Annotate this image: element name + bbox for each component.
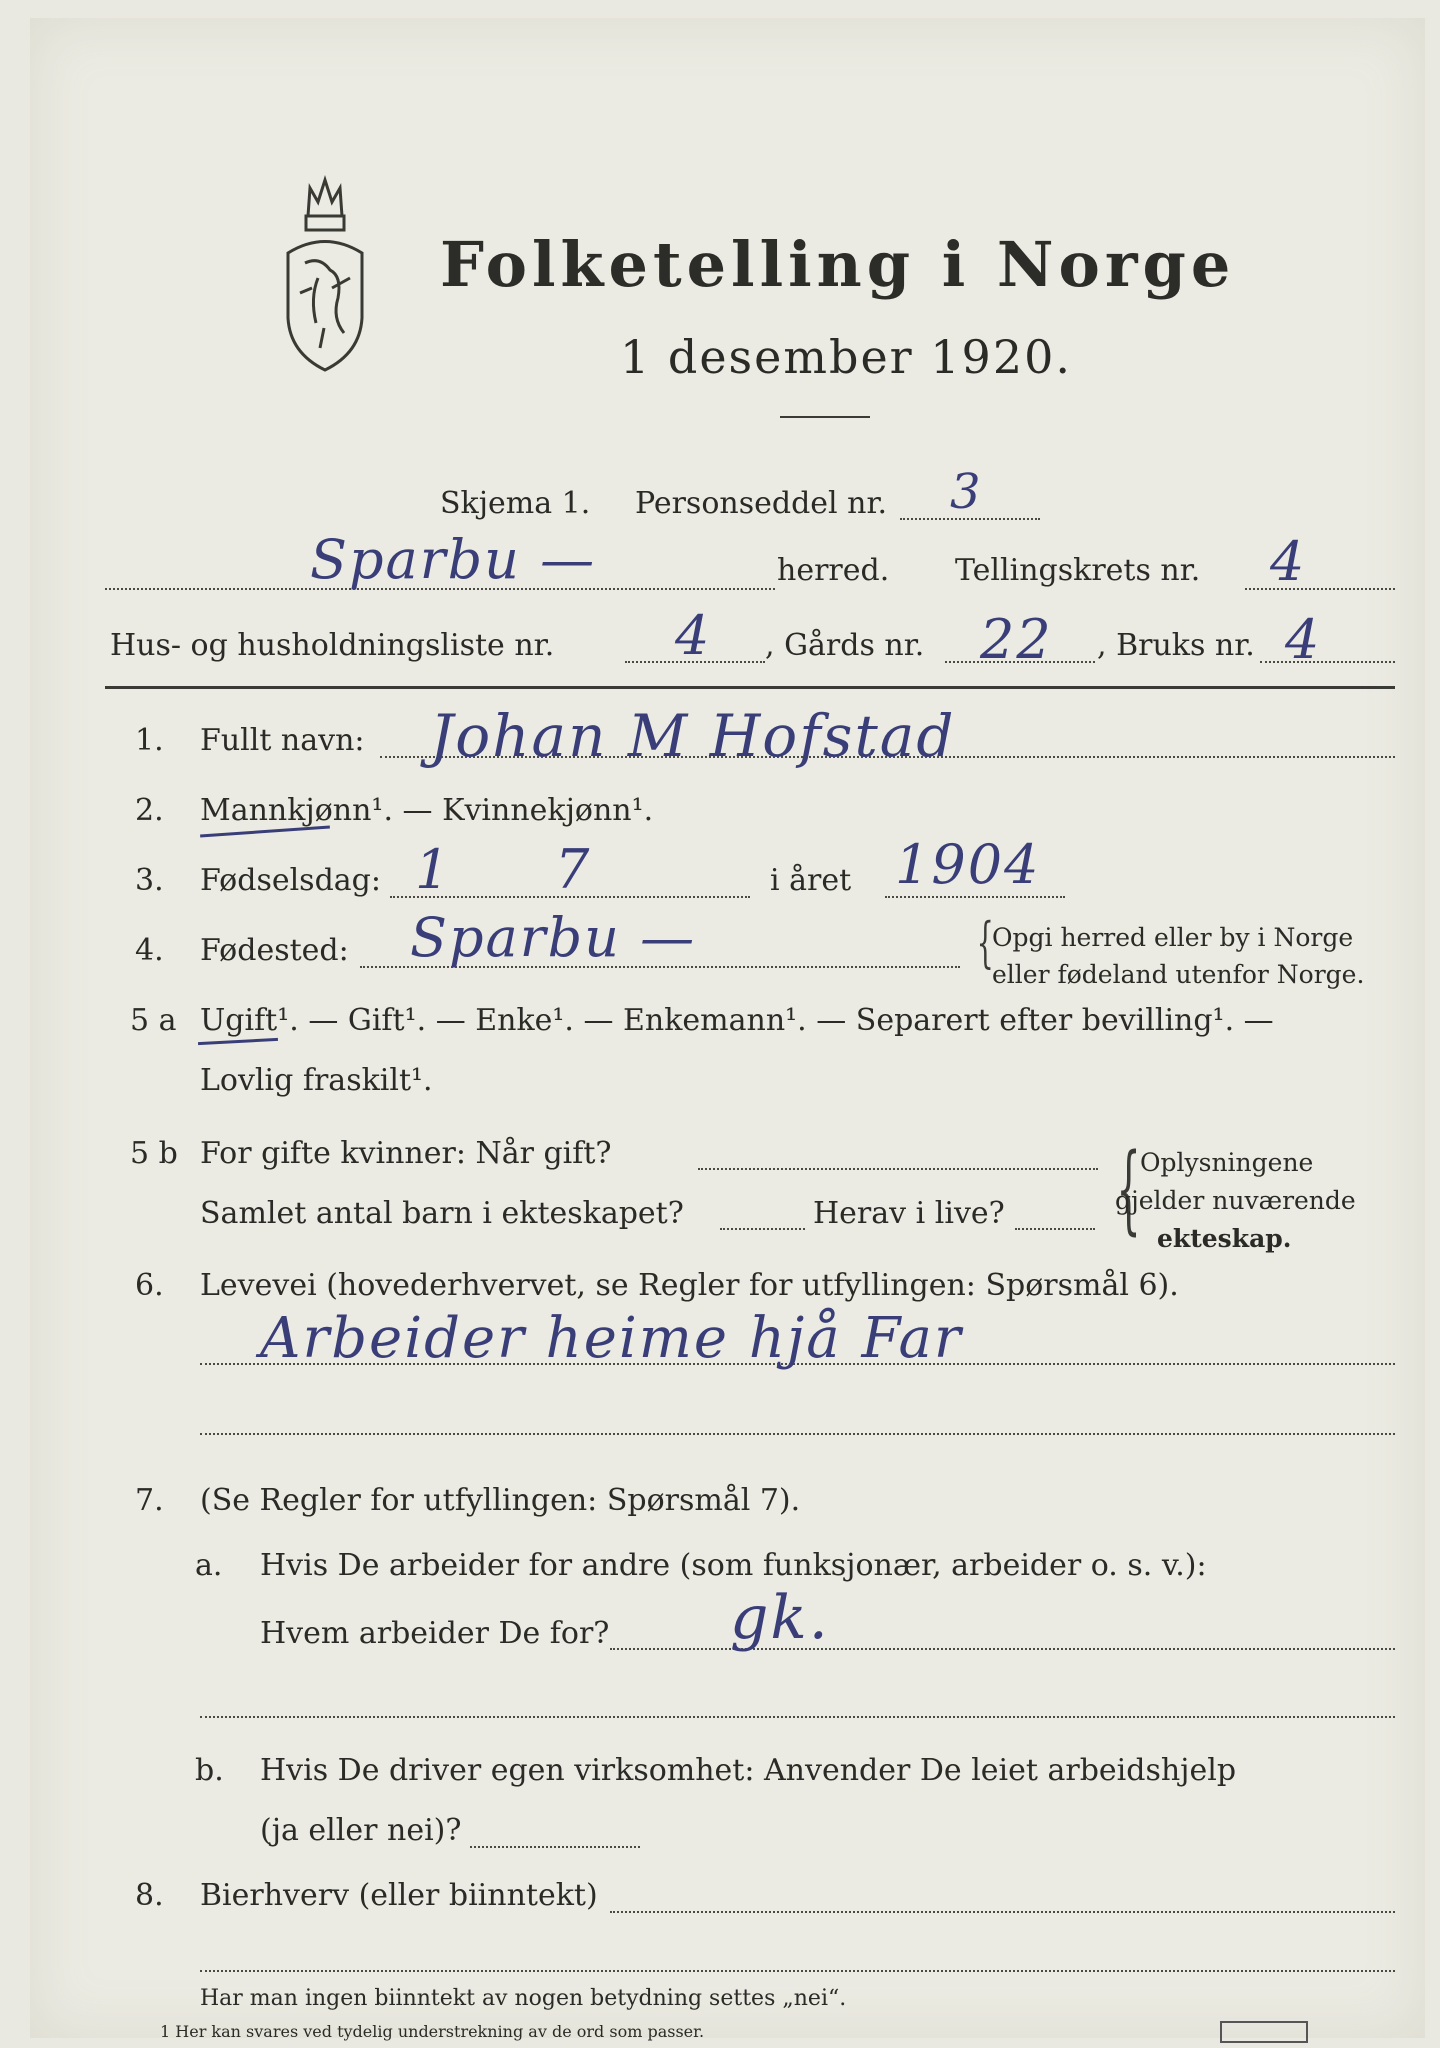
herred-value[interactable]: Sparbu — (310, 528, 597, 591)
q7-label: (Se Regler for utfyllingen: Spørsmål 7). (200, 1483, 801, 1518)
tellingskrets-value[interactable]: 4 (1270, 530, 1307, 593)
q7b-line-2: (ja eller nei)? (260, 1813, 462, 1848)
bruks-label: , Bruks nr. (1097, 628, 1255, 663)
form-title: Folketelling i Norge (440, 228, 1236, 301)
coat-of-arms-emblem (270, 158, 380, 382)
husliste-value[interactable]: 4 (675, 604, 712, 667)
herred-label: herred. (777, 553, 890, 588)
q7-number: 7. (135, 1483, 164, 1518)
q5b-note-3: ekteskap. (1157, 1224, 1292, 1253)
year-label: i året (770, 863, 852, 898)
birth-month-value[interactable]: 7 (555, 838, 592, 901)
title-divider (780, 416, 870, 418)
personseddel-value[interactable]: 3 (950, 464, 983, 520)
bruks-value[interactable]: 4 (1285, 608, 1322, 671)
q5b-number: 5 b (130, 1136, 178, 1171)
q4-number: 4. (135, 933, 164, 968)
q5b-brace: { (1116, 1133, 1141, 1245)
q7a-employer-line (610, 1648, 1395, 1650)
q5b-line-2b: Herav i live? (813, 1196, 1005, 1231)
q5b-live-line (1015, 1228, 1095, 1230)
q7a-letter: a. (195, 1548, 223, 1583)
q7a-line-1: Hvis De arbeider for andre (som funksjonær, arbeider o. s. v.): (260, 1548, 1207, 1583)
printer-stamp (1220, 2021, 1308, 2043)
section-divider (105, 686, 1395, 689)
q3-number: 3. (135, 863, 164, 898)
q6-label: Levevei (hovederhvervet, se Regler for utfyllingen: Spørsmål 6). (200, 1268, 1179, 1303)
q4-note-1: Opgi herred eller by i Norge (992, 923, 1354, 952)
q7b-line-1: Hvis De driver egen virksomhet: Anvender De leiet arbeidshjelp (260, 1753, 1237, 1788)
q2-label: Mannkjønn¹. — Kvinnekjønn¹. (200, 793, 654, 828)
q5b-line-1: For gifte kvinner: Når gift? (200, 1136, 612, 1171)
occupation-value[interactable]: Arbeider heime hjå Far (260, 1306, 963, 1371)
census-form (30, 18, 1425, 2041)
q3-label: Fødselsdag: (200, 863, 381, 898)
schema-label: Skjema 1. (440, 486, 591, 521)
q8-number: 8. (135, 1878, 164, 1913)
q5b-gift-line (698, 1168, 1098, 1170)
q3-year-line (885, 896, 1065, 898)
personseddel-label: Personseddel nr. (635, 486, 888, 521)
q5b-note-1: Oplysningene (1140, 1148, 1314, 1177)
q5b-barn-line (720, 1228, 805, 1230)
no-income-note: Har man ingen biinntekt av nogen betydning settes „nei“. (200, 1986, 847, 2011)
ugift-underline (198, 1038, 278, 1045)
gards-value[interactable]: 22 (980, 608, 1053, 671)
q8-label: Bierhverv (eller biinntekt) (200, 1878, 598, 1913)
gards-label: , Gårds nr. (765, 628, 925, 663)
census-date: 1 desember 1920. (620, 330, 1072, 384)
q5a-line-1: Ugift¹. — Gift¹. — Enke¹. — Enkemann¹. — Separert efter bevilling¹. — (200, 1003, 1274, 1038)
q1-number: 1. (135, 723, 164, 758)
q5a-line-2: Lovlig fraskilt¹. (200, 1063, 433, 1098)
q4-note-2: eller fødeland utenfor Norge. (992, 960, 1365, 989)
birth-day-value[interactable]: 1 (415, 838, 452, 901)
q7b-answer-line (470, 1846, 640, 1848)
q8-line-1 (610, 1911, 1395, 1913)
q6-line-2 (200, 1433, 1395, 1435)
tellingskrets-label: Tellingskrets nr. (955, 553, 1201, 588)
q7a-line-extra (200, 1716, 1395, 1718)
bruks-line (1260, 661, 1395, 663)
q2-number: 2. (135, 793, 164, 828)
q4-label: Fødested: (200, 933, 349, 968)
q5b-note-2: gjelder nuværende (1115, 1186, 1356, 1215)
q4-brace: { (976, 911, 994, 974)
tellingskrets-line (1245, 588, 1395, 590)
q8-line-2 (200, 1970, 1395, 1972)
q1-label: Fullt navn: (200, 723, 365, 758)
q7b-letter: b. (195, 1753, 224, 1788)
q5a-number: 5 a (130, 1003, 177, 1038)
q6-number: 6. (135, 1268, 164, 1303)
birth-year-value[interactable]: 1904 (895, 833, 1041, 896)
employer-value[interactable]: gk. (730, 1583, 830, 1653)
birthplace-value[interactable]: Sparbu — (410, 906, 697, 969)
footnote: 1 Her kan svares ved tydelig understrekning av de ord som passer. (160, 2022, 705, 2041)
husliste-label: Hus- og husholdningsliste nr. (110, 628, 555, 663)
full-name-value[interactable]: Johan M Hofstad (430, 702, 956, 770)
q5b-line-2a: Samlet antal barn i ekteskapet? (200, 1196, 684, 1231)
q7a-line-2: Hvem arbeider De for? (260, 1616, 610, 1651)
